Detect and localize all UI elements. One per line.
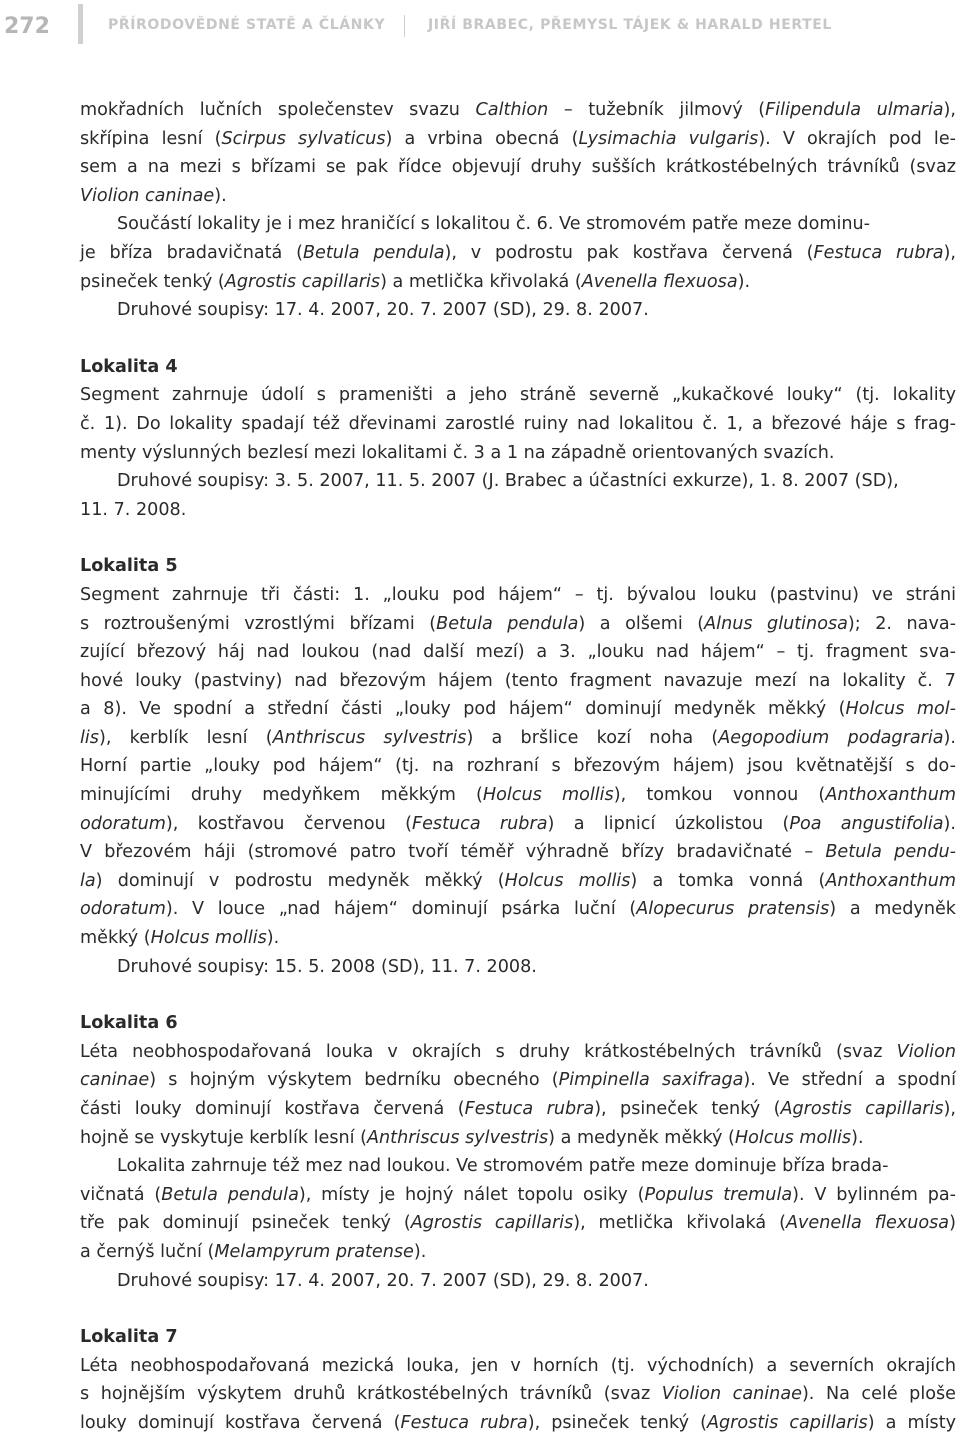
text-run: tře pak dominují psineček tenký ( <box>80 1213 411 1234</box>
latin-name: Violion <box>896 1041 956 1062</box>
text-line <box>80 439 956 468</box>
text-run: ) a místy <box>867 1412 957 1433</box>
text-line <box>80 610 956 639</box>
text-run: sem a na mezi s břízami se pak řídce objevují druhy sušších krátkostébelných trávníků (svaz <box>80 157 956 178</box>
latin-name: Alnus glutinosa <box>704 613 848 634</box>
running-header <box>0 0 960 60</box>
text-line <box>80 581 956 610</box>
latin-name: Avenella flexuosa <box>785 1213 950 1234</box>
text-line <box>80 752 956 781</box>
text-run: Součástí lokality je i mez hraničící s lokalitou č. 6. Ve stromovém patře meze dominu- <box>117 214 871 235</box>
text-line <box>80 810 956 839</box>
running-authors: JIŘÍ BRABEC, PŘEMYSL TÁJEK & HARALD HERTEL <box>428 17 832 33</box>
latin-name: Holcus mollis <box>150 928 267 949</box>
text-line <box>80 1066 956 1095</box>
text-run: ). V okrajích pod le- <box>758 128 956 149</box>
text-run: Lokalita 4 <box>80 356 178 377</box>
text-run: ), <box>943 100 956 120</box>
header-vertical-rule <box>78 4 83 44</box>
text-line <box>80 1095 956 1124</box>
text-run: ), v podrostu pak kostřava červená ( <box>444 242 814 263</box>
latin-name: Holcus mollis <box>504 870 631 891</box>
text-line <box>80 210 956 239</box>
latin-name: Aegopodium podagraria <box>718 727 944 748</box>
text-line <box>80 724 956 753</box>
text-line <box>80 838 956 867</box>
text-run: ), <box>943 242 956 263</box>
text-run: – tužebník jilmový ( <box>548 100 766 120</box>
text-run: Léta neobhospodařovaná louka v okrajích s druhy krátkostébelných trávníků (svaz <box>80 1041 897 1062</box>
text-line <box>80 924 956 953</box>
text-run: ) a medyněk <box>829 899 956 920</box>
text-run: Druhové soupisy: 3. 5. 2007, 11. 5. 2007 (J. Brabec a účastníci exkurze), 1. 8. 2007 (SD), <box>117 471 899 492</box>
text-run: Léta neobhospodařovaná mezická louka, jen v horních (tj. východních) a severních okrajích <box>80 1355 956 1376</box>
latin-name: Festuca rubra <box>400 1412 528 1433</box>
latin-name: Scirpus sylvaticus <box>221 128 386 149</box>
text-run: ), tomkou vonnou ( <box>613 785 826 806</box>
text-run: ). Na celé ploše <box>801 1384 956 1405</box>
latin-name: Calthion <box>475 100 549 120</box>
text-run: ). <box>413 1241 427 1262</box>
section-heading <box>80 552 956 581</box>
latin-name: Violion caninae <box>661 1384 802 1405</box>
text-run: ), metlička křivolaká ( <box>573 1213 786 1234</box>
text-run: ) a lipnicí úzkolistou ( <box>547 813 790 834</box>
latin-name: Festuca rubra <box>813 242 944 263</box>
latin-name: Violion caninae <box>80 185 215 206</box>
text-run: Druhové soupisy: 17. 4. 2007, 20. 7. 2007 (SD), 29. 8. 2007. <box>117 300 649 321</box>
text-run: skřípina lesní ( <box>80 128 222 149</box>
text-run: ) a tomka vonná ( <box>630 870 826 891</box>
text-run: vičnatá ( <box>80 1184 162 1205</box>
text-line <box>80 239 956 268</box>
latin-name: Avenella flexuosa <box>581 271 738 292</box>
text-run: s roztroušenými vzrostlými břízami ( <box>80 613 437 634</box>
text-line <box>80 467 956 496</box>
text-line <box>80 1124 956 1153</box>
latin-name: Melampyrum pratense <box>214 1241 414 1262</box>
text-line <box>80 1380 956 1409</box>
text-run: a černýš luční ( <box>80 1241 215 1262</box>
latin-name: Agrostis capillaris <box>780 1099 944 1119</box>
section-heading <box>80 1323 956 1352</box>
text-run: louky dominují kostřava červená ( <box>80 1412 401 1433</box>
text-run: ). <box>943 813 956 834</box>
text-run: Lokalita 5 <box>80 556 178 577</box>
text-line <box>80 96 956 125</box>
text-line <box>80 1267 956 1296</box>
latin-name: Agrostis capillaris <box>224 271 381 292</box>
latin-name: Holcus mol- <box>845 699 956 720</box>
text-run: a 8). Ve spodní a střední části „louky pod hájem“ dominují medyněk měkký ( <box>80 699 846 720</box>
header-separator <box>404 15 405 37</box>
running-section-title: PŘÍRODOVĚDNÉ STATĚ A ČLÁNKY <box>108 17 386 33</box>
latin-name: Anthriscus sylvestris <box>367 1127 549 1148</box>
latin-name: Anthoxanthum <box>825 870 956 891</box>
latin-name: odoratum <box>80 813 166 834</box>
text-run: V březovém háji (stromové patro tvoří téměř výhradně břízy bradavičnaté – <box>80 842 826 863</box>
latin-name: Anthriscus sylvestris <box>272 727 467 748</box>
text-run: Lokalita 7 <box>80 1327 178 1348</box>
text-run: ), <box>943 1099 956 1119</box>
text-run: mokřadních lučních společenstev svazu <box>80 100 476 120</box>
text-run: psineček tenký ( <box>80 271 225 292</box>
text-run: ) a vrbina obecná ( <box>385 128 579 149</box>
latin-name: Lysimachia vulgaris <box>578 128 759 149</box>
latin-name: Holcus mollis <box>482 785 614 806</box>
section-heading <box>80 353 956 382</box>
text-line <box>80 781 956 810</box>
text-run: ). Ve střední a spodní <box>743 1070 956 1091</box>
text-line <box>80 1352 956 1381</box>
text-run: minujícími druhy medyňkem měkkým ( <box>80 785 483 806</box>
text-line <box>80 667 956 696</box>
text-run: 11. 7. 2008. <box>80 499 187 520</box>
latin-name: Betula pendula <box>302 242 445 263</box>
latin-name: Pimpinella saxifraga <box>558 1070 744 1091</box>
text-line <box>80 953 956 982</box>
text-run: menty výslunných bezlesí mezi lokalitami č. 3 a 1 na západně orientovaných svazích. <box>80 442 835 463</box>
text-run: ) a olšemi ( <box>578 613 705 634</box>
text-run: ). <box>851 1127 864 1148</box>
text-run: Lokalita zahrnuje též mez nad loukou. Ve stromovém patře meze dominuje bříza brada- <box>117 1156 889 1177</box>
text-run: zující březový háj nad loukou (nad další mezí) a 3. „louku nad hájem“ – tj. fragment sva- <box>80 642 956 663</box>
text-run: ), místy je hojný nálet topolu osiky ( <box>298 1184 645 1205</box>
text-run: ) dominují v podrostu medyněk měkký ( <box>95 870 505 891</box>
text-run: ), psineček tenký ( <box>527 1412 707 1433</box>
text-line <box>80 1181 956 1210</box>
text-line <box>80 1152 956 1181</box>
text-run: ). <box>214 185 227 206</box>
text-line <box>80 153 956 182</box>
text-line <box>80 381 956 410</box>
text-run: ). <box>266 928 280 949</box>
text-line <box>80 867 956 896</box>
latin-name: odoratum <box>80 899 166 920</box>
text-run: ) <box>949 1213 956 1234</box>
text-run: je bříza bradavičnatá ( <box>80 242 303 263</box>
latin-name: Populus tremula <box>644 1184 793 1205</box>
text-run: ). V louce „nad hájem“ dominují psárka luční ( <box>165 899 637 920</box>
text-run: s hojnějším výskytem druhů krátkostébelných trávníků (svaz <box>80 1384 662 1405</box>
text-line <box>80 182 956 211</box>
text-run: ) a metlička křivolaká ( <box>380 271 582 292</box>
text-run: ) s hojným výskytem bedrníku obecného ( <box>149 1070 559 1091</box>
text-run: Lokalita 6 <box>80 1013 178 1034</box>
text-line <box>80 496 956 525</box>
text-run: Horní partie „louky pod hájem“ (tj. na rozhraní s březovým hájem) jsou květnatější s do- <box>80 756 956 777</box>
text-line <box>80 1409 956 1438</box>
text-run: ) a bršlice kozí noha ( <box>466 727 719 748</box>
text-line <box>80 638 956 667</box>
latin-name: la <box>80 870 96 891</box>
text-line <box>80 1238 956 1267</box>
text-run: Druhové soupisy: 15. 5. 2008 (SD), 11. 7. 2008. <box>117 956 537 977</box>
latin-name: Poa angustifolia <box>789 813 944 834</box>
text-line <box>80 125 956 154</box>
latin-name: Betula pendula <box>436 613 579 634</box>
latin-name: caninae <box>80 1070 150 1091</box>
latin-name: Betula pendu- <box>825 842 956 863</box>
latin-name: Betula pendula <box>161 1184 299 1205</box>
latin-name: Filipendula ulmaria <box>765 100 944 120</box>
text-line <box>80 296 956 325</box>
text-line <box>80 410 956 439</box>
section-heading <box>80 1009 956 1038</box>
text-line <box>80 1209 956 1238</box>
text-run: ). V bylinném pa- <box>792 1184 956 1205</box>
text-line <box>80 1038 956 1067</box>
text-run: ). <box>737 271 751 292</box>
latin-name: Festuca rubra <box>411 813 548 834</box>
text-line <box>80 695 956 724</box>
latin-name: Holcus mollis <box>734 1127 852 1148</box>
latin-name: Festuca rubra <box>464 1099 595 1119</box>
latin-name: lis <box>80 727 99 748</box>
text-run: měkký ( <box>80 928 151 949</box>
text-run: ). <box>943 727 956 748</box>
text-run: Segment zahrnuje údolí s prameništi a jeho stráně severně „kukačkové louky“ (tj. lokality <box>80 385 956 406</box>
text-run: hojně se vyskytuje kerblík lesní ( <box>80 1127 367 1148</box>
text-run: ), psineček tenký ( <box>594 1099 781 1119</box>
text-run: části louky dominují kostřava červená ( <box>80 1099 465 1119</box>
text-run: hové louky (pastviny) nad březovým hájem (tento fragment navazuje mezí na lokality č. 7 <box>80 670 956 691</box>
latin-name: Alopecurus pratensis <box>636 899 830 920</box>
latin-name: Anthoxanthum <box>825 785 956 806</box>
body-text <box>80 96 956 1438</box>
text-run: Segment zahrnuje tři části: 1. „louku pod hájem“ – tj. bývalou louku (pastvinu) ve stráni <box>80 584 956 605</box>
text-run: ), kerblík lesní ( <box>98 727 273 748</box>
text-run: č. 1). Do lokality spadají též dřevinami zarostlé ruiny nad lokalitou č. 1, a březové háje s frag- <box>80 413 956 434</box>
latin-name: Agrostis capillaris <box>706 1412 868 1433</box>
text-line <box>80 895 956 924</box>
text-run: ); 2. nava- <box>847 613 956 634</box>
text-run: ), kostřavou červenou ( <box>165 813 412 834</box>
page-number: 272 <box>4 14 50 39</box>
text-run: ) a medyněk měkký ( <box>548 1127 735 1148</box>
latin-name: Agrostis capillaris <box>410 1213 574 1234</box>
text-line <box>80 268 956 297</box>
text-run: Druhové soupisy: 17. 4. 2007, 20. 7. 2007 (SD), 29. 8. 2007. <box>117 1270 649 1291</box>
